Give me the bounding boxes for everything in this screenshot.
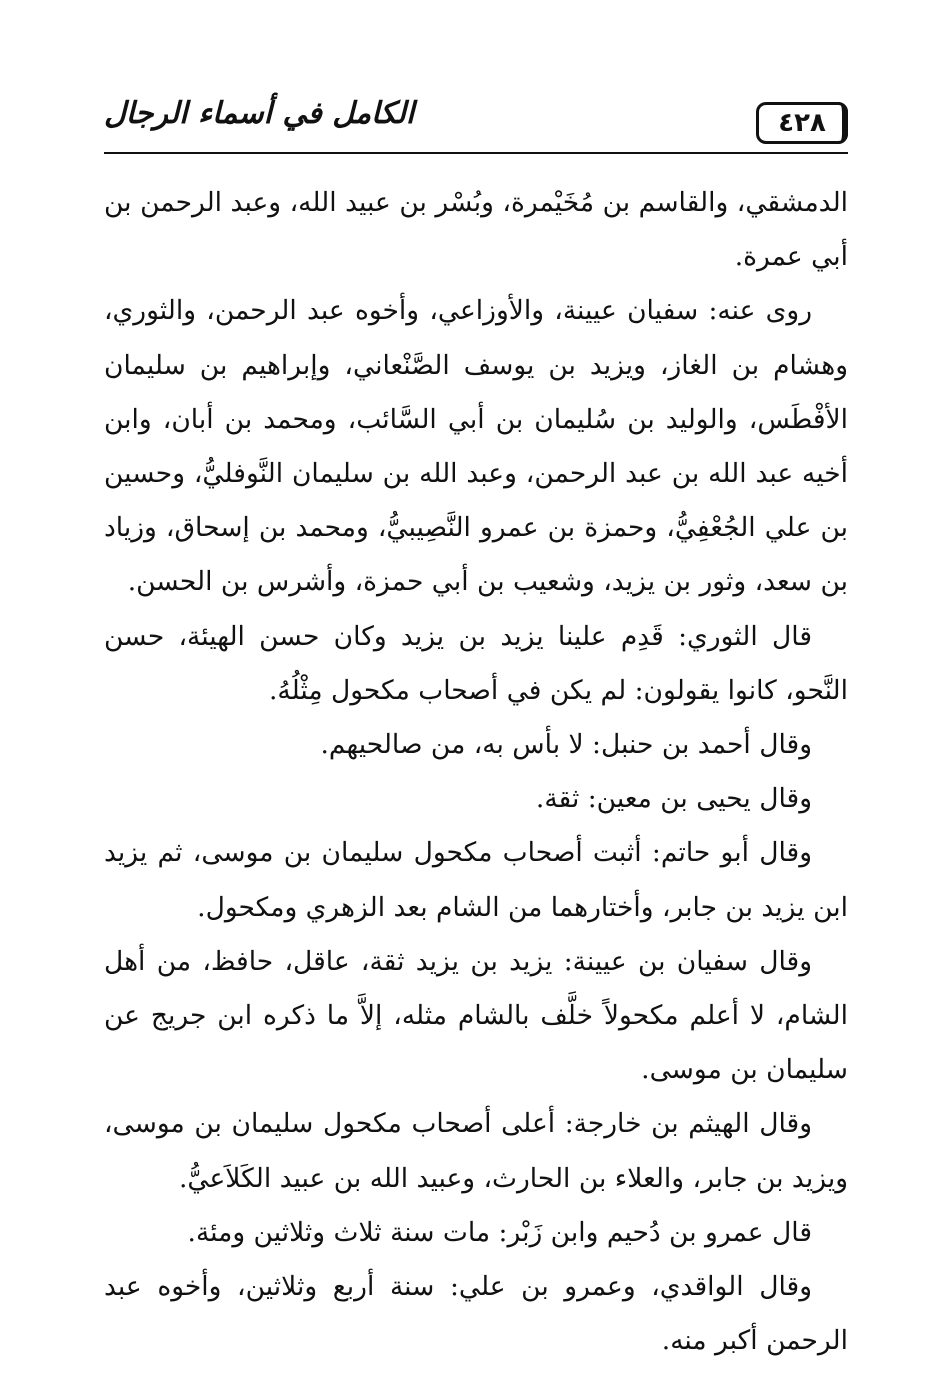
paragraph: وقال الواقدي، وعمرو بن علي: سنة أربع وثلاثين، وأخوه عبد الرحمن أكبر منه.: [104, 1271, 848, 1357]
paragraph: قال عمرو بن دُحيم وابن زَبْر: مات سنة ثلاث وثلاثين ومئة.: [187, 1216, 812, 1248]
paragraph: الدمشقي، والقاسم بن مُخَيْمرة، وبُسْر بن عبيد الله، وعبد الرحمن بن أبي عمرة.: [104, 187, 848, 273]
header-rule: [104, 152, 848, 154]
paragraph: وقال يحيى بن معين: ثقة.: [535, 783, 812, 815]
paragraph: وقال أبو حاتم: أثبت أصحاب مكحول سليمان بن موسى، ثم يزيد ابن يزيد بن جابر، وأختارهما من الشام بعد الزهري ومكحول.: [104, 837, 848, 923]
page-header: [104, 92, 848, 154]
paragraph: وقال الهيثم بن خارجة: أعلى أصحاب مكحول سليمان بن موسى، ويزيد بن جابر، والعلاء بن الحارث، وعبيد الله بن عبيد الكَلاَعيُّ.: [104, 1108, 848, 1194]
text-body: [104, 176, 848, 1368]
page-number: ٤٢٨: [756, 102, 848, 144]
paragraph: وقال سفيان بن عيينة: يزيد بن يزيد ثقة، عاقل، حافظ، من أهل الشام، لا أعلم مكحولاً خلَّف بالشام مثله، إلاَّ ما ذكره ابن جريج عن سليمان بن موسى.: [104, 945, 848, 1086]
paragraph: روى عنه: سفيان عيينة، والأوزاعي، وأخوه عبد الرحمن، والثوري، وهشام بن الغاز، ويزيد بن يوسف الصَّنْعاني، وإبراهيم بن سليمان الأفْطَس، والوليد بن سُليمان بن أبي السَّائب، ومحمد بن أبان، وابن أخيه عبد الله بن عبد الرحمن، وعبد الله بن سليمان النَّوفليُّ، وحسين بن علي الجُعْفِيُّ، وحمزة بن عمرو النَّصِيبيُّ، ومحمد بن إسحاق، وزياد بن سعد، وثور بن يزيد، وشعيب بن أبي حمزة، وأشرس بن الحسن.: [104, 295, 848, 598]
paragraph: وقال أحمد بن حنبل: لا بأس به، من صالحيهم.: [320, 729, 812, 761]
paragraph: قال الثوري: قَدِم علينا يزيد بن يزيد وكان حسن الهيئة، حسن النَّحو، كانوا يقولون: لم يكن في أصحاب مكحول مِثْلُهُ.: [104, 620, 848, 706]
running-title: الكامل في أسماء الرجال: [104, 96, 415, 131]
